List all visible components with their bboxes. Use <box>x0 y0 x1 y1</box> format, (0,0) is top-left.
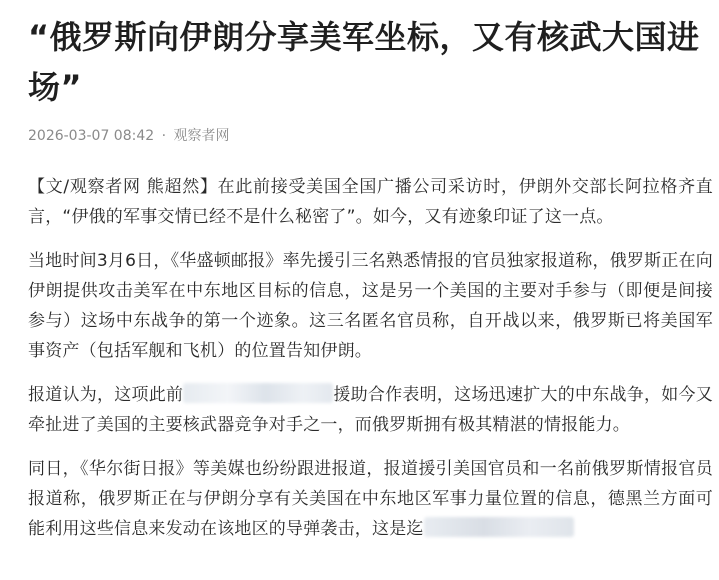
article-meta <box>28 126 713 146</box>
article <box>28 0 713 544</box>
paragraph-3-end: 援助合作表明，这场迅速扩大的中东战争，如今又牵扯进了美国的主要核武器竞争对手之一，而俄罗斯拥有极其精湛的情报能力。 <box>28 385 713 435</box>
paragraph-4-text: 同日，《华尔街日报》等美媒也纷纷跟进报道，报道援引美国官员和一名前俄罗斯情报官员报道称，俄罗斯正在与伊朗分享有关美国在中东地区军事力量位置的信息，德黑兰方面可能利用这些信息来发动在该地区的导弹袭击，这是迄 <box>28 459 713 539</box>
paragraph-4 <box>28 454 713 544</box>
blurred-overlay <box>183 383 333 403</box>
source-name[interactable]: 观察者网 <box>173 128 230 144</box>
article-title: “俄罗斯向伊朗分享美军坐标，又有核武大国进场” <box>28 18 700 106</box>
blurred-overlay-tail <box>424 517 574 537</box>
paragraph-3-start: 报道认为，这项此前 <box>28 385 184 405</box>
paragraph-2: 当地时间3月6日，《华盛顿邮报》率先援引三名熟悉情报的官员独家报道称，俄罗斯正在向伊朗提供攻击美军在中东地区目标的信息，这是另一个美国的主要对手参与（即便是间接参与）这场中东战争的第一个迹象。这三名匿名官员称，自开战以来，俄罗斯已将美国军事资产（包括军舰和飞机）的位置告知伊朗。 <box>28 251 713 361</box>
meta-separator: · <box>161 128 167 144</box>
paragraph-3 <box>28 380 713 440</box>
publish-date: 2026-03-07 08:42 <box>28 128 155 144</box>
paragraph-1: 【文/观察者网 熊超然】在此前接受美国全国广播公司采访时，伊朗外交部长阿拉格齐直言，“伊俄的军事交情已经不是什么秘密了”。如今，又有迹象印证了这一点。 <box>28 177 713 227</box>
